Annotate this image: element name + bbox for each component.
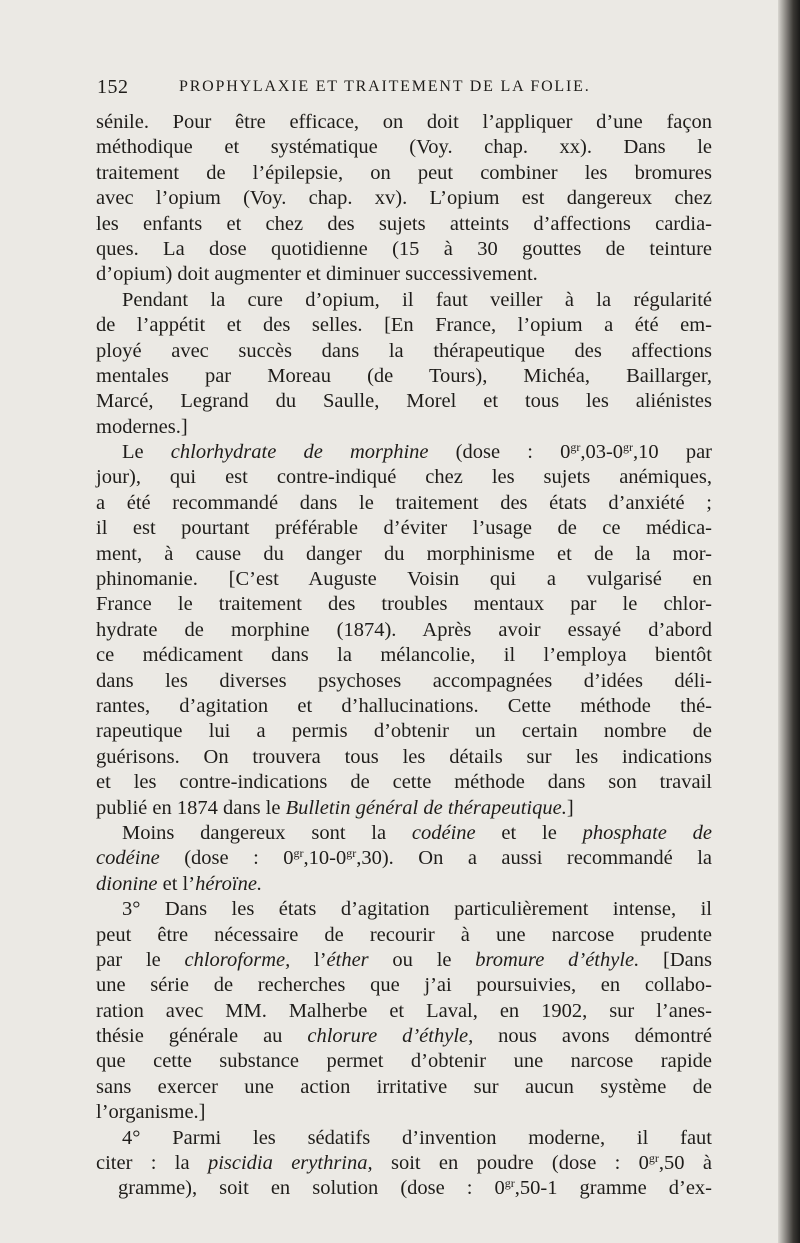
text-line: il est pourtant préférable d’éviter l’usage de ce médica- (96, 517, 712, 540)
text-line: sans exercer une action irritative sur aucun système de (96, 1075, 712, 1098)
text-line: que cette substance permet d’obtenir une narcose rapide (96, 1050, 712, 1073)
page-edge (778, 0, 800, 1243)
text-line: a été recommandé dans le traitement des états d’anxiété ; (96, 491, 712, 514)
text-line: rantes, d’agitation et d’hallucinations. Cette méthode thé- (96, 694, 712, 717)
text-line: 4° Parmi les sédatifs d’invention moderne, il faut (122, 1126, 712, 1149)
drug-name: chlorhydrate de morphine (170, 441, 429, 464)
text-line: hydrate de morphine (1874). Après avoir essayé d’abord (96, 618, 712, 641)
text-line: de l’appétit et des selles. [En France, l’opium a été em- (96, 314, 712, 337)
text-line: guérisons. On trouvera tous les détails sur les indications (96, 745, 712, 768)
text-line: et les contre-indications de cette méthode dans son travail (96, 771, 712, 794)
text-line: d’opium) doit augmenter et diminuer successivement. (96, 263, 538, 286)
drug-name: héroïne. (195, 872, 263, 895)
drug-name: phosphate de (582, 821, 712, 844)
drug-name: dionine (96, 872, 158, 895)
drug-name: codéine (96, 847, 160, 870)
header-title: PROPHYLAXIE ET TRAITEMENT DE LA FOLIE. (179, 78, 591, 95)
text-line: dionine et l’héroïne. (96, 872, 263, 895)
text-line: codéine (dose : $0^{gr},10-0^{gr},30$). On a aussi recommandé la (96, 846, 712, 870)
drug-name: codéine (411, 821, 476, 844)
text-line: une série de recherches que j’ai poursuivies, en collabo- (96, 974, 712, 997)
text-line: par le chloroforme, l’éther ou le bromure d’éthyle. [Dans (96, 948, 712, 971)
text-line: ment, à cause du danger du morphinisme et de la mor- (96, 542, 712, 565)
text-line: mentales par Moreau (de Tours), Michéa, Baillarger, (96, 364, 712, 387)
page-number: 152 (97, 76, 129, 98)
text-line: ques. La dose quotidienne (15 à 30 gouttes de teinture (96, 237, 712, 260)
text-line: ration avec MM. Malherbe et Laval, en 1902, sur l’anes- (96, 999, 712, 1022)
text-line: l’organisme.] (96, 1101, 206, 1124)
text-line: dans les diverses psychoses accompagnées d’idées déli- (96, 669, 712, 692)
drug-name: piscidia erythrina, (207, 1152, 373, 1175)
drug-name: éther (326, 948, 369, 971)
text-line: citer : la piscidia erythrina, soit en poudre (dose : $0^{gr},50$ à (96, 1151, 712, 1175)
text-line: ployé avec succès dans la thérapeutique des affections (96, 339, 712, 362)
text-line: traitement de l’épilepsie, on peut combiner les bromures (96, 161, 712, 184)
drug-name: chlorure d’éthyle, (307, 1025, 474, 1048)
text-line: modernes.] (96, 415, 188, 438)
text-line: Moins dangereux sont la codéine et le phosphate de (122, 821, 712, 844)
journal-title: Bulletin général de thérapeutique. (285, 796, 567, 819)
text-line: jour), qui est contre-indiqué chez les sujets anémiques, (96, 466, 712, 489)
text-line: peut être nécessaire de recourir à une narcose prudente (96, 923, 712, 946)
text-line: Pendant la cure d’opium, il faut veiller à la régularité (122, 288, 712, 311)
text-line: thésie générale au chlorure d’éthyle, nous avons démontré (96, 1025, 712, 1048)
text-line: France le traitement des troubles mentaux par le chlor- (96, 593, 712, 616)
text-line: Le chlorhydrate de morphine (dose : $0^{gr},03-0^{gr},10$ par (122, 440, 712, 464)
text-line: publié en 1874 dans le Bulletin général de thérapeutique.] (96, 796, 574, 819)
text-line: les enfants et chez des sujets atteints d’affections cardia- (96, 212, 712, 235)
text-line: avec l’opium (Voy. chap. xv). L’opium est dangereux chez (96, 187, 712, 210)
text-line: gramme), soit en solution (dose : $0^{gr},50-1$ gramme d’ex- (118, 1176, 712, 1200)
text-line: méthodique et systématique (Voy. chap. xx). Dans le (96, 136, 712, 159)
text-line: ce médicament dans la mélancolie, il l’employa bientôt (96, 644, 712, 667)
text-line: Marcé, Legrand du Saulle, Morel et tous les aliénistes (96, 390, 712, 413)
drug-name: bromure d’éthyle. (475, 948, 640, 971)
text-line: phinomanie. [C’est Auguste Voisin qui a vulgarisé en (96, 568, 712, 591)
text-line: sénile. Pour être efficace, on doit l’appliquer d’une façon (96, 111, 712, 133)
drug-name: chloroforme, (184, 948, 291, 971)
body-text (96, 110, 712, 1202)
text-line: rapeutique lui a permis d’obtenir un certain nombre de (96, 720, 712, 743)
text-line: 3° Dans les états d’agitation particulièrement intense, il (122, 898, 712, 921)
